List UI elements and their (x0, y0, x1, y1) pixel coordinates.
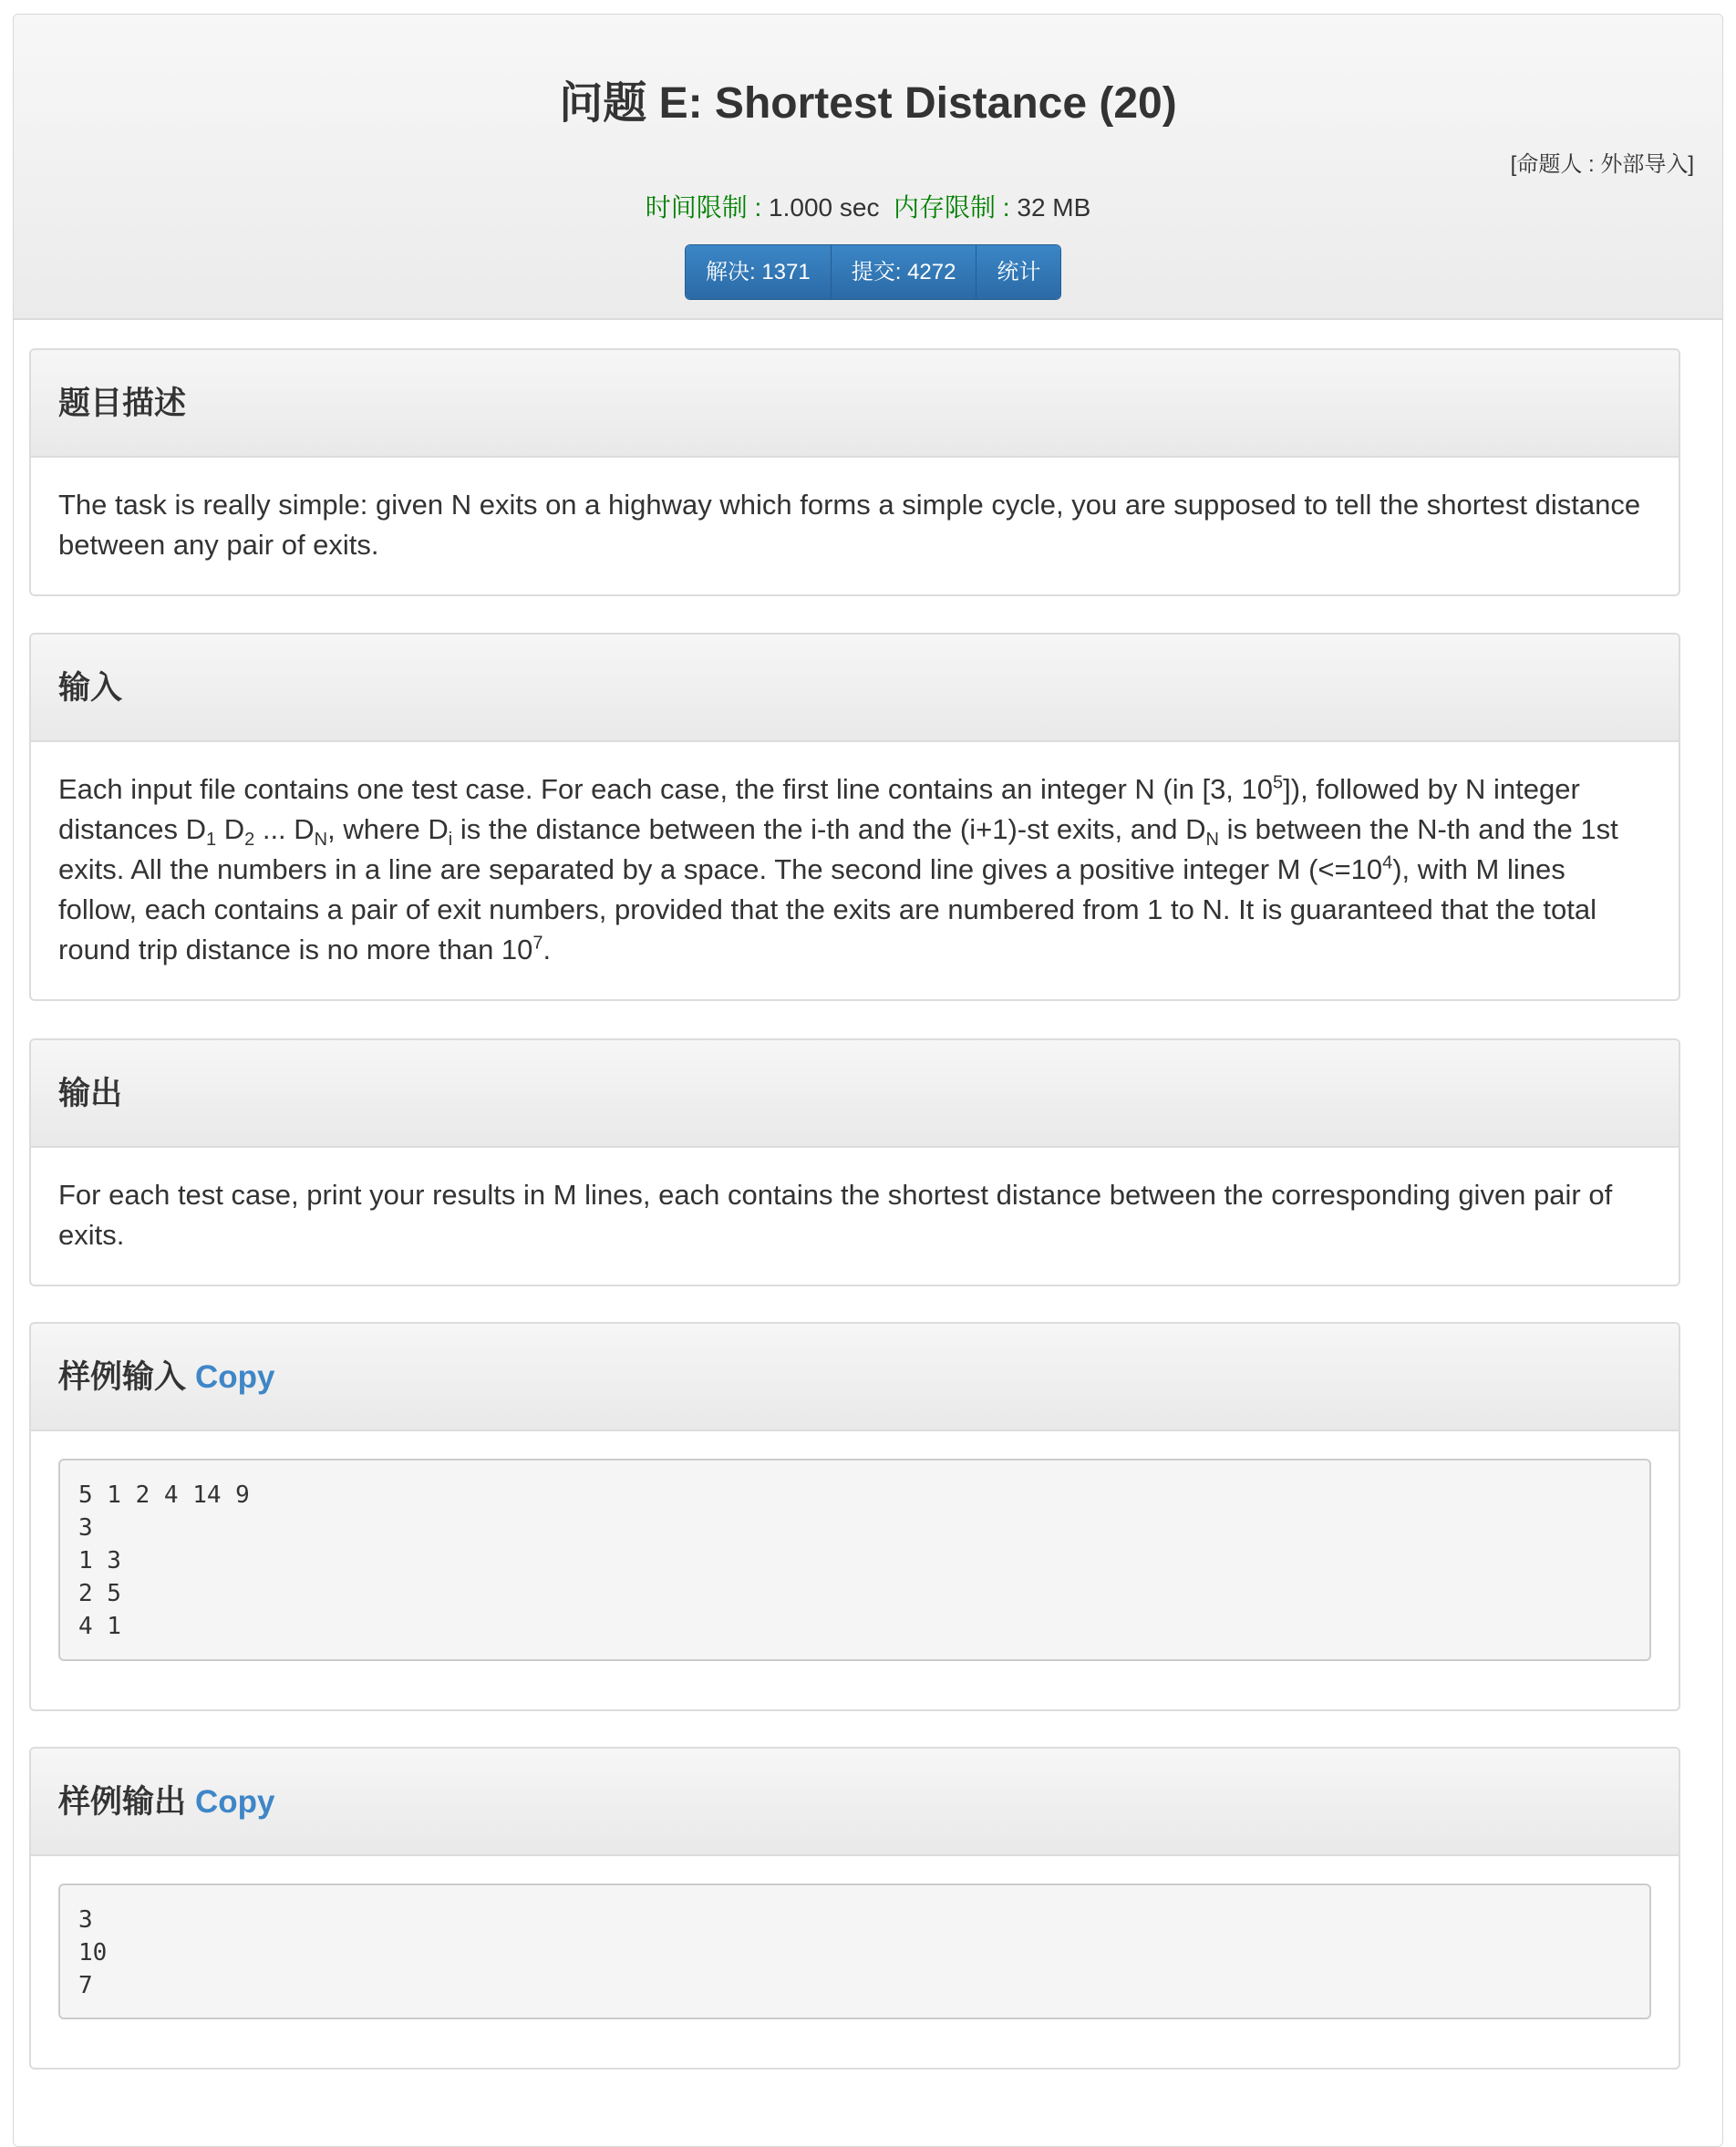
sample-input-heading: 样例输入 (58, 1359, 187, 1395)
output-panel (29, 1038, 1680, 1286)
description-panel (29, 348, 1680, 596)
statistics-button[interactable]: 统计 (976, 245, 1060, 299)
input-text: Each input file contains one test case. For each case, the first line contains an integer N (in [3, $10^5$]), followed by N integer distances $D_1$ $D_2$ ... $D_N$, where $D_i$ is the distance between the i-th and the (i+1)-st exits, and $D_N$ is between the N-th and the 1st exits. All the numbers in a line are separated by a space. The second line gives a positive integer M $(<=10^4)$, with M lines follow, each contains a pair of exit numbers, provided that the exits are numbered from 1 to N. It is guaranteed that the total round trip distance is no more than $10^7$. (58, 772, 1618, 965)
sample-output-panel (29, 1747, 1680, 2070)
sample-output-copy-link[interactable]: Copy (195, 1784, 275, 1820)
submitted-button[interactable]: 提交: 4272 (832, 245, 977, 299)
problem-author: [命题人 : 外部导入] (1510, 152, 1694, 177)
memory-limit-label: 内存限制 : (894, 193, 1010, 222)
solved-button[interactable]: 解决: 1371 (686, 245, 832, 299)
output-text: For each test case, print your results in M lines, each contains the shortest distance between the corresponding given pair of exits. (58, 1179, 1613, 1251)
sample-output-header (31, 1749, 1679, 1856)
input-panel (29, 633, 1680, 1001)
time-limit-value: 1.000 sec (761, 193, 880, 222)
time-limit-label: 时间限制 : (645, 193, 762, 222)
description-text: The task is really simple: given N exits on a highway which forms a simple cycle, you are supposed to tell the shortest distance between any pair of exits. (58, 489, 1641, 561)
memory-limit-value: 32 MB (1009, 193, 1091, 222)
sample-input-copy-link[interactable]: Copy (195, 1359, 275, 1395)
sample-input-content: 5 1 2 4 14 9 3 1 3 2 5 4 1 (58, 1459, 1651, 1661)
output-heading: 输出 (31, 1040, 1679, 1148)
stats-button-group (685, 244, 1061, 300)
sample-input-header (31, 1324, 1679, 1431)
problem-title: 问题 E: Shortest Distance (20) (559, 79, 1177, 128)
sample-output-heading: 样例输出 (58, 1784, 187, 1820)
sample-output-content: 3 10 7 (58, 1884, 1651, 2019)
input-heading: 输入 (31, 635, 1679, 742)
problem-header (14, 15, 1722, 320)
description-heading: 题目描述 (31, 350, 1679, 458)
sample-input-panel (29, 1322, 1680, 1711)
problem-limits (14, 188, 1722, 224)
